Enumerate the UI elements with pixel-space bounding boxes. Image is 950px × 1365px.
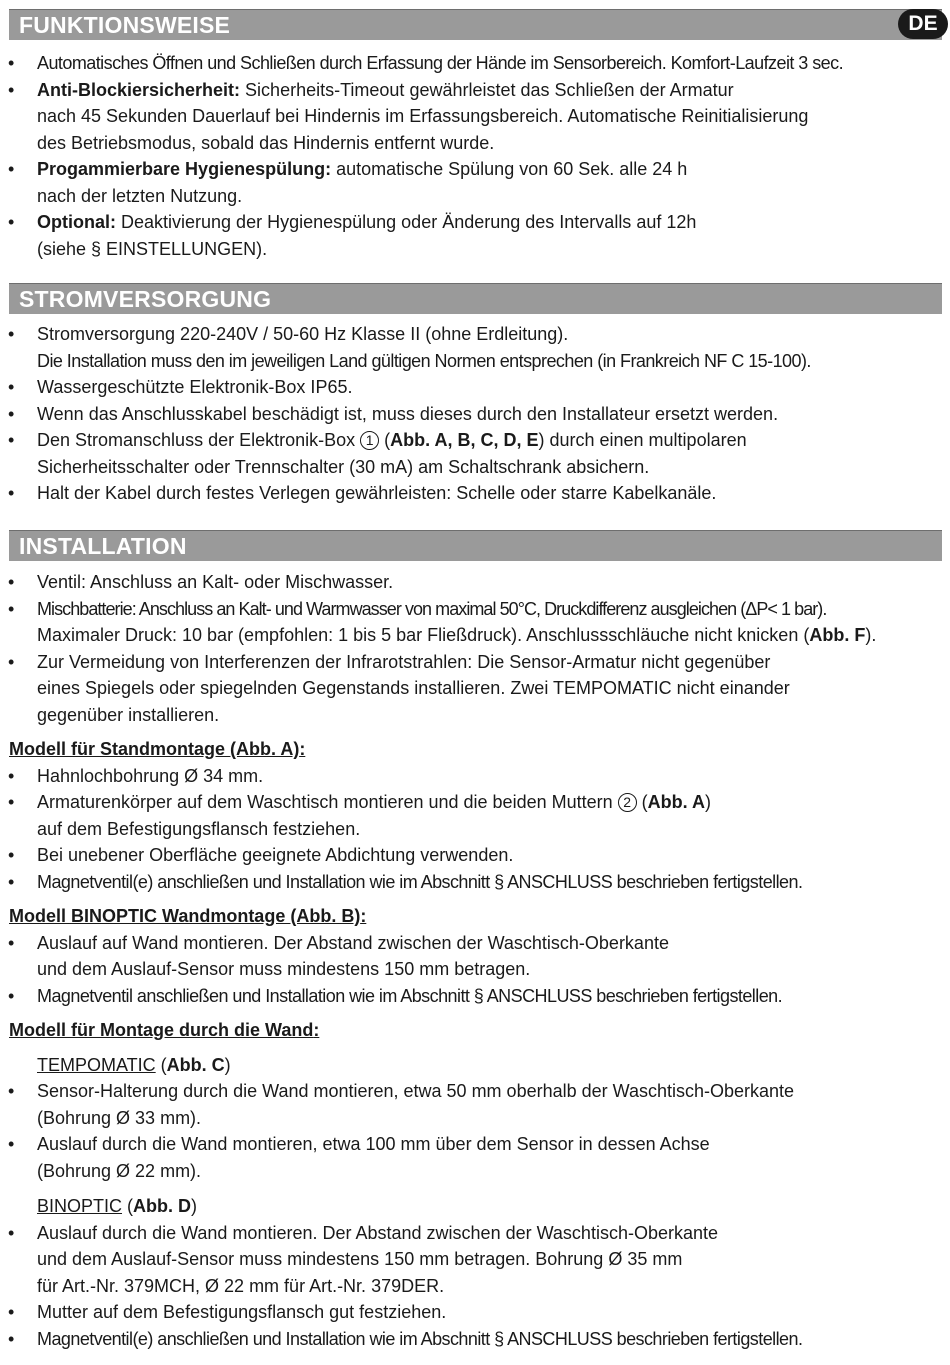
callout-number-2: 2: [618, 793, 637, 812]
list-item-continuation: nach der letzten Nutzung.: [37, 185, 243, 206]
section-installation: [0, 530, 950, 1352]
list-item: • Wassergeschützte Elektronik-Box IP65.: [0, 374, 950, 401]
section-title: STROMVERSORGUNG: [19, 286, 272, 312]
subheading-binoptic-wandmontage: Modell BINOPTIC Wandmontage (Abb. B):: [9, 906, 367, 926]
model-label-binoptic: BINOPTIC (Abb. D): [37, 1196, 198, 1216]
bullet-icon: •: [8, 324, 15, 344]
list-item-continuation: (Bohrung Ø 22 mm).: [37, 1160, 202, 1181]
section-body: [0, 569, 950, 1352]
list-item-continuation: für Art.-Nr. 379MCH, Ø 22 mm für Art.-Nr. 379DER.: [37, 1275, 445, 1296]
section-body: [0, 50, 950, 262]
list-item: • Magnetventil(e) anschließen und Installation wie im Abschnitt § ANSCHLUSS beschrieben fertigstellen.: [0, 1326, 950, 1353]
section-header: [9, 530, 942, 561]
list-item: • Sensor-Halterung durch die Wand montieren, etwa 50 mm oberhalb der Waschtisch-Oberkante: [0, 1078, 950, 1105]
list-item: • Stromversorgung 220-240V / 50-60 Hz Klasse II (ohne Erdleitung).: [0, 321, 950, 348]
bullet-icon: •: [8, 403, 15, 424]
list-item: • Progammierbare Hygienespülung: automatische Spülung von 60 Sek. alle 24 h: [0, 156, 950, 183]
list-item-continuation: Sicherheitsschalter oder Trennschalter (30 mA) am Schaltschrank absichern.: [37, 456, 650, 477]
list-item: • Auslauf durch die Wand montieren. Der Abstand zwischen der Waschtisch-Oberkante: [0, 1220, 950, 1247]
bullet-icon: •: [8, 598, 15, 619]
model-label-tempomatic: TEMPOMATIC (Abb. C): [37, 1054, 231, 1075]
section-title: FUNKTIONSWEISE: [19, 12, 231, 38]
list-item-continuation: nach 45 Sekunden Dauerlauf bei Hindernis im Erfassungsbereich. Automatische Reinitialisierung: [37, 106, 809, 126]
bullet-icon: •: [8, 871, 15, 892]
bullet-icon: •: [8, 845, 15, 865]
bullet-icon: •: [8, 792, 15, 812]
bullet-icon: •: [8, 932, 15, 953]
section-header: [9, 9, 942, 40]
bullet-icon: •: [8, 212, 15, 232]
bullet-icon: •: [8, 377, 15, 397]
list-item-continuation: und dem Auslauf-Sensor muss mindestens 150 mm betragen.: [37, 959, 531, 979]
section-body: [0, 321, 950, 507]
list-item: • Auslauf durch die Wand montieren, etwa 100 mm über dem Sensor in dessen Achse: [0, 1131, 950, 1158]
section-title: INSTALLATION: [19, 533, 187, 559]
list-item: • Optional: Deaktivierung der Hygienespülung oder Änderung des Intervalls auf 12h: [0, 209, 950, 236]
bullet-icon: •: [8, 572, 15, 592]
list-item: • Magnetventil(e) anschließen und Installation wie im Abschnitt § ANSCHLUSS beschrieben fertigstellen.: [0, 869, 950, 896]
list-item: • Hahnlochbohrung Ø 34 mm.: [0, 763, 950, 790]
list-item-continuation: eines Spiegels oder spiegelnden Gegenstands installieren. Zwei TEMPOMATIC nicht einander: [37, 678, 790, 698]
list-item-continuation: des Betriebsmodus, sobald das Hindernis entfernt wurde.: [37, 132, 495, 153]
list-item-continuation: Die Installation muss den im jeweiligen Land gültigen Normen entsprechen (in Frankreich NF C 15-100).: [37, 350, 811, 371]
bullet-icon: •: [8, 1302, 15, 1322]
list-item-continuation: und dem Auslauf-Sensor muss mindestens 150 mm betragen. Bohrung Ø 35 mm: [37, 1249, 683, 1269]
bullet-icon: •: [8, 1081, 15, 1101]
callout-number-1: 1: [360, 431, 379, 450]
bullet-icon: •: [8, 79, 15, 100]
bullet-icon: •: [8, 430, 15, 450]
subheading-montage-durch-wand: Modell für Montage durch die Wand:: [9, 1020, 320, 1040]
bullet-icon: •: [8, 1328, 15, 1349]
subheading-standmontage: Modell für Standmontage (Abb. A):: [9, 739, 306, 759]
list-item: • Halt der Kabel durch festes Verlegen gewährleisten: Schelle oder starre Kabelkanäle.: [0, 480, 950, 507]
list-item: • Mutter auf dem Befestigungsflansch gut festziehen.: [0, 1299, 950, 1326]
bullet-icon: •: [8, 53, 15, 73]
bullet-icon: •: [8, 651, 15, 672]
section-header: [9, 283, 942, 314]
list-item-continuation: auf dem Befestigungsflansch festziehen.: [37, 818, 361, 839]
section-funktionsweise: [0, 9, 950, 262]
list-item: • Wenn das Anschlusskabel beschädigt ist, muss dieses durch den Installateur ersetzt werden.: [0, 401, 950, 428]
list-item: • Den Stromanschluss der Elektronik-Box 1 (Abb. A, B, C, D, E) durch einen multipolaren: [0, 427, 950, 454]
list-item-continuation: (Bohrung Ø 33 mm).: [37, 1107, 202, 1128]
list-item: • Zur Vermeidung von Interferenzen der Infrarotstrahlen: Die Sensor-Armatur nicht gegenüber: [0, 649, 950, 676]
list-item: • Magnetventil anschließen und Installation wie im Abschnitt § ANSCHLUSS beschrieben fertigstellen.: [0, 983, 950, 1010]
list-item: • Automatisches Öffnen und Schließen durch Erfassung der Hände im Sensorbereich. Komfort-Laufzeit 3 sec.: [0, 50, 950, 77]
list-item: • Anti-Blockiersicherheit: Sicherheits-Timeout gewährleistet das Schließen der Armatur: [0, 77, 950, 104]
list-item: • Auslauf auf Wand montieren. Der Abstand zwischen der Waschtisch-Oberkante: [0, 930, 950, 957]
list-item-continuation: (siehe § EINSTELLUNGEN).: [37, 238, 268, 259]
bullet-icon: •: [8, 765, 15, 786]
section-stromversorgung: [0, 283, 950, 507]
list-item-continuation: gegenüber installieren.: [37, 704, 220, 725]
bullet-icon: •: [8, 985, 15, 1006]
list-item: • Mischbatterie: Anschluss an Kalt- und Warmwasser von maximal 50°C, Druckdifferenz ausgleichen (ΔP< 1 bar).: [0, 596, 950, 623]
list-item: • Armaturenkörper auf dem Waschtisch montieren und die beiden Muttern 2 (Abb. A): [0, 789, 950, 816]
bullet-icon: •: [8, 1222, 15, 1243]
list-item: • Ventil: Anschluss an Kalt- oder Mischwasser.: [0, 569, 950, 596]
language-badge: DE: [898, 9, 948, 39]
bullet-icon: •: [8, 1134, 15, 1154]
bullet-icon: •: [8, 483, 15, 503]
list-item: • Bei unebener Oberfläche geeignete Abdichtung verwenden.: [0, 842, 950, 869]
list-item-continuation: Maximaler Druck: 10 bar (empfohlen: 1 bis 5 bar Fließdruck). Anschlussschläuche nicht knicken (Abb. F).: [37, 625, 877, 645]
bullet-icon: •: [8, 159, 15, 179]
